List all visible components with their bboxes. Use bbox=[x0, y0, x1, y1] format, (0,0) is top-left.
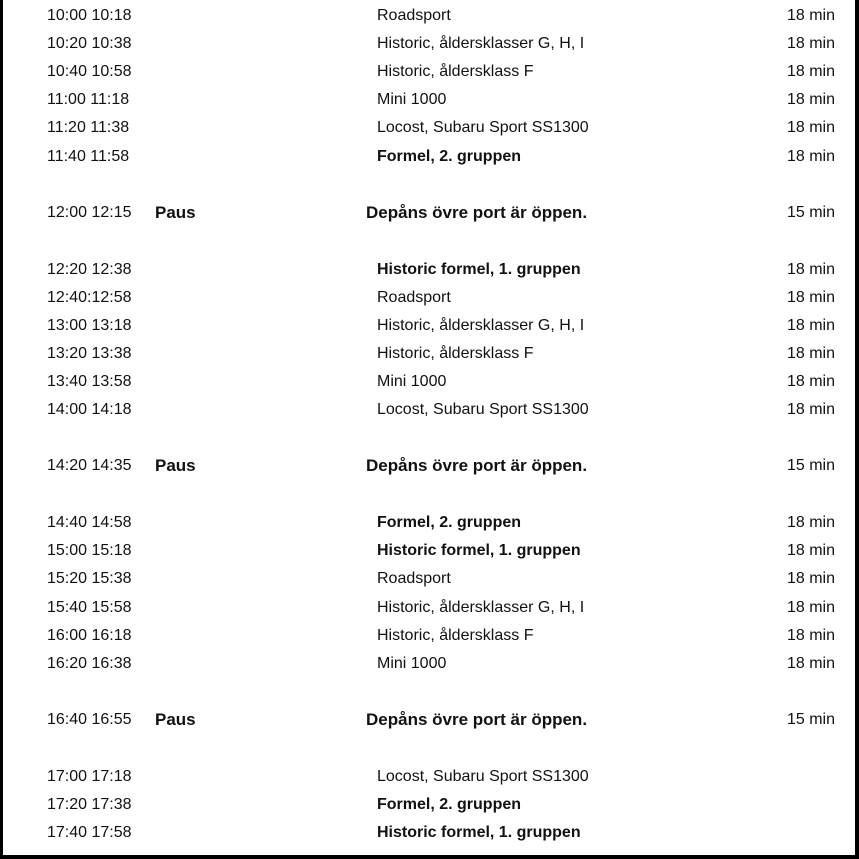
schedule-row bbox=[3, 819, 859, 847]
duration: 18 min bbox=[786, 627, 835, 644]
duration: 18 min bbox=[786, 599, 835, 616]
class-name: Historic, åldersklasser G, H, I bbox=[377, 35, 585, 52]
schedule-row bbox=[3, 58, 859, 86]
pause-row bbox=[3, 199, 859, 227]
pause-label: Paus bbox=[155, 456, 196, 475]
class-name: Formel, 2. gruppen bbox=[377, 148, 522, 165]
duration: 18 min bbox=[786, 261, 835, 278]
time-range: 13:40 13:58 bbox=[47, 373, 132, 390]
duration: 18 min bbox=[786, 91, 835, 108]
pause-row bbox=[3, 706, 859, 734]
time-range: 10:00 10:18 bbox=[47, 7, 132, 24]
schedule-row bbox=[3, 312, 859, 340]
schedule-row bbox=[3, 2, 859, 30]
time-range: 11:00 11:18 bbox=[47, 91, 130, 108]
time-range: 14:00 14:18 bbox=[47, 401, 132, 418]
time-range: 17:20 17:38 bbox=[47, 796, 132, 813]
time-range: 15:00 15:18 bbox=[47, 542, 132, 559]
time-range: 13:00 13:18 bbox=[47, 317, 132, 334]
schedule-row bbox=[3, 396, 859, 424]
time-range: 17:00 17:18 bbox=[47, 768, 132, 785]
class-name: Historic formel, 1. gruppen bbox=[377, 824, 581, 841]
class-name: Historic, åldersklasser G, H, I bbox=[377, 599, 585, 616]
schedule-row bbox=[3, 143, 859, 171]
schedule-row bbox=[3, 256, 859, 284]
schedule-row bbox=[3, 763, 859, 791]
time-range: 17:40 17:58 bbox=[47, 824, 132, 841]
schedule-row bbox=[3, 565, 859, 593]
pause-note: Depåns övre port är öppen. bbox=[366, 203, 588, 222]
duration: 18 min bbox=[786, 570, 835, 587]
duration: 18 min bbox=[786, 148, 835, 165]
schedule-row bbox=[3, 30, 859, 58]
duration: 18 min bbox=[786, 7, 835, 24]
duration: 18 min bbox=[786, 35, 835, 52]
class-name: Locost, Subaru Sport SS1300 bbox=[377, 119, 589, 136]
duration: 18 min bbox=[786, 119, 835, 136]
duration: 18 min bbox=[786, 401, 835, 418]
schedule-row bbox=[3, 340, 859, 368]
class-name: Roadsport bbox=[377, 7, 451, 24]
time-range: 10:20 10:38 bbox=[47, 35, 132, 52]
duration: 18 min bbox=[786, 655, 835, 672]
schedule-row bbox=[3, 650, 859, 678]
class-name: Mini 1000 bbox=[377, 655, 447, 672]
class-name: Formel, 2. gruppen bbox=[377, 514, 522, 531]
class-name: Locost, Subaru Sport SS1300 bbox=[377, 401, 589, 418]
pause-label: Paus bbox=[155, 203, 196, 222]
pause-label: Paus bbox=[155, 710, 196, 729]
class-name: Historic formel, 1. gruppen bbox=[377, 261, 581, 278]
duration: 15 min bbox=[786, 711, 835, 728]
class-name: Mini 1000 bbox=[377, 91, 447, 108]
class-name: Historic, åldersklass F bbox=[377, 345, 534, 362]
duration: 18 min bbox=[786, 317, 835, 334]
duration: 18 min bbox=[786, 514, 835, 531]
time-range: 14:40 14:58 bbox=[47, 514, 132, 531]
time-range: 12:40:12:58 bbox=[47, 289, 132, 306]
pause-row bbox=[3, 452, 859, 480]
time-range: 11:20 11:38 bbox=[47, 119, 130, 136]
duration: 18 min bbox=[786, 345, 835, 362]
time-range: 13:20 13:38 bbox=[47, 345, 132, 362]
schedule-row bbox=[3, 622, 859, 650]
duration: 15 min bbox=[786, 457, 835, 474]
time-range: 15:20 15:38 bbox=[47, 570, 132, 587]
schedule-row bbox=[3, 114, 859, 142]
class-name: Formel, 2. gruppen bbox=[377, 796, 522, 813]
duration: 18 min bbox=[786, 542, 835, 559]
time-range: 12:20 12:38 bbox=[47, 261, 132, 278]
schedule-row bbox=[3, 537, 859, 565]
time-range: 16:00 16:18 bbox=[47, 627, 132, 644]
schedule-row bbox=[3, 368, 859, 396]
class-name: Roadsport bbox=[377, 289, 451, 306]
time-range: 15:40 15:58 bbox=[47, 599, 132, 616]
class-name: Roadsport bbox=[377, 570, 451, 587]
class-name: Historic, åldersklasser G, H, I bbox=[377, 317, 585, 334]
pause-note: Depåns övre port är öppen. bbox=[366, 710, 588, 729]
class-name: Historic, åldersklass F bbox=[377, 63, 534, 80]
schedule-row bbox=[3, 791, 859, 819]
class-name: Mini 1000 bbox=[377, 373, 447, 390]
class-name: Historic formel, 1. gruppen bbox=[377, 542, 581, 559]
schedule-row bbox=[3, 86, 859, 114]
duration: 18 min bbox=[786, 63, 835, 80]
schedule-row bbox=[3, 509, 859, 537]
time-range: 16:40 16:55 bbox=[47, 711, 132, 728]
class-name: Locost, Subaru Sport SS1300 bbox=[377, 768, 589, 785]
schedule-row bbox=[3, 594, 859, 622]
duration: 18 min bbox=[786, 289, 835, 306]
pause-note: Depåns övre port är öppen. bbox=[366, 456, 588, 475]
time-range: 11:40 11:58 bbox=[47, 148, 130, 165]
duration: 15 min bbox=[786, 204, 835, 221]
time-range: 10:40 10:58 bbox=[47, 63, 132, 80]
duration: 18 min bbox=[786, 373, 835, 390]
class-name: Historic, åldersklass F bbox=[377, 627, 534, 644]
time-range: 12:00 12:15 bbox=[47, 204, 132, 221]
schedule-row bbox=[3, 284, 859, 312]
time-range: 16:20 16:38 bbox=[47, 655, 132, 672]
time-range: 14:20 14:35 bbox=[47, 457, 132, 474]
